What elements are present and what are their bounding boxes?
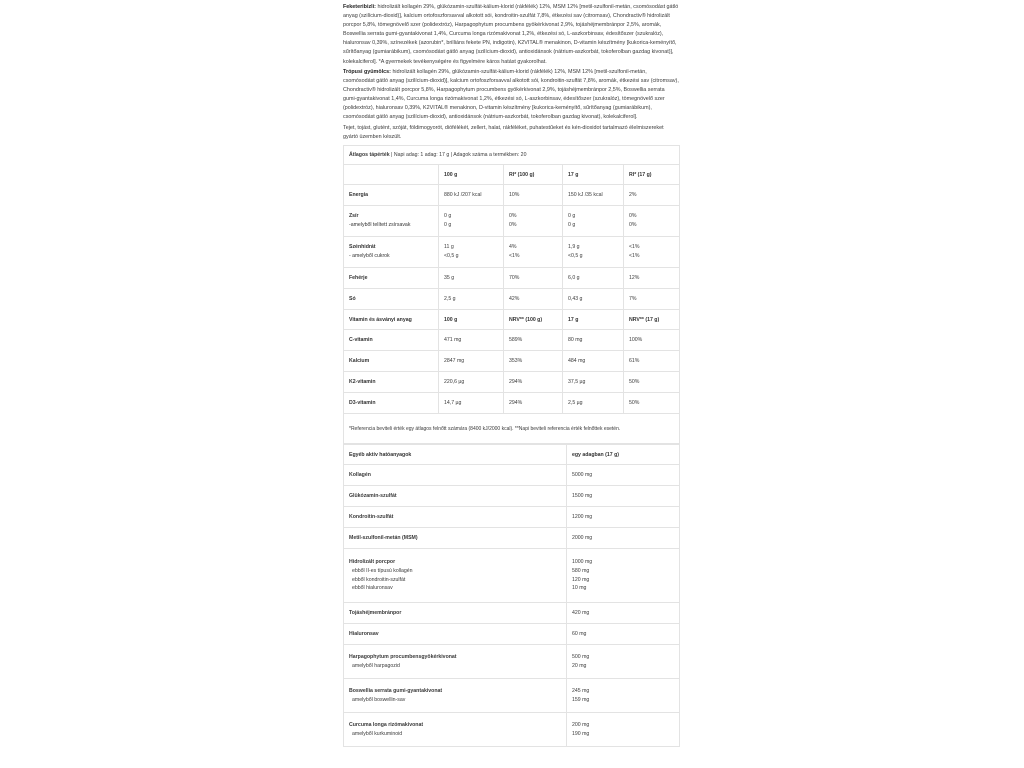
active-name: [344, 624, 567, 645]
nutrient-value: [504, 237, 563, 268]
active-sub-label: ebből II-es típusú kollagén: [352, 567, 413, 574]
active-row: [344, 645, 680, 679]
nutrient-name: [344, 351, 439, 372]
nutrient-value-line: 14,7 µg: [444, 399, 462, 406]
active-name-label: Boswellia serrata gumi-gyantakivonat: [349, 687, 443, 694]
header-cell: 17 g: [563, 310, 624, 330]
active-sub-label: amelyből kurkuminoid: [352, 730, 403, 737]
active-value-line: 1000 mg: [572, 558, 593, 565]
nutrition-table: [343, 145, 680, 444]
active-name-label: Glükózamin-szulfát: [349, 492, 397, 499]
nutrition-row: [344, 206, 680, 237]
active-value-line: 10 mg: [572, 585, 587, 592]
nutrient-value: [439, 237, 504, 268]
nutrient-value-line: 0 g: [444, 222, 452, 228]
ingredients-text: hidrolizált kollagén 29%, glükózamin-szulfát-kálium-klorid (rákfélék) 12%, MSM 12% [metil-szulfonil-metán, csomósodást gátló anyag (szilícium-dioxid)], kalcium ortofoszforsavval alkotott sói, kondroitin-szulfát 7,8%, étkezési sav (citromsav), Chondractiv® hidrolizált porcpor 5,8%, tömegnövelő szer (polidextróz), Harpagophytum procumbens gyökérkivonat 2,9%, tojáshéjmembránpor 2,5%, aromák, Boswellia serrata gumi-gyantakivonat 1,4%, Curcuma longa rizómakivonat 1,2%, étkezési só, L-aszkorbinsav, édesítőszer (szukralóz), hialuronsav 0,39%, színezékek (azorubin*, brilliáns fekete PN, indigotin), K2VITAL® menakinon, D-vitamin készítmény [kukorica-keményítő, sűrítőanyag (gumiarábikum), csomósodást gátló anyag (szilícium-dioxid), antioxidánsok (nátrium-aszkorbát, tokoferolban gazdag kivonat)], kolekalciferol]. *A gyermekek tevékenységére és figyelmére káros hatást gyakorolhat.: [343, 4, 679, 65]
nutrient-value-line: 0 g: [444, 213, 452, 220]
active-name: [344, 528, 567, 549]
active-value: [567, 603, 680, 624]
nutrient-value-line: 2847 mg: [444, 357, 465, 364]
nutrient-name: [344, 393, 439, 414]
active-name: [344, 645, 567, 679]
nutrient-value-line: 471 mg: [444, 336, 462, 343]
nutrient-value: [624, 268, 680, 289]
nutrient-value: [439, 393, 504, 414]
nutrient-value: [439, 206, 504, 237]
nutrient-value: [563, 351, 624, 372]
header-cell: RI* (100 g): [504, 165, 563, 185]
nutrient-value: [504, 372, 563, 393]
nutrient-value: [439, 185, 504, 206]
nutrient-name-line: K2-vitamin: [349, 378, 376, 385]
nutrition-row: [344, 372, 680, 393]
active-row: [344, 528, 680, 549]
header-cell: [344, 165, 439, 185]
nutrient-value-line: 220,6 µg: [444, 378, 465, 385]
nutrition-row: [344, 237, 680, 268]
nutrient-name-line: Energia: [349, 191, 369, 198]
active-name-label: Harpagophytum procumbensgyökérkivonat: [349, 653, 457, 660]
nutrient-value-line: <0,5 g: [444, 253, 459, 259]
nutrition-row: [344, 351, 680, 372]
ingredients-tropical: [343, 68, 679, 123]
active-value: [567, 465, 680, 486]
nutrition-row: [344, 330, 680, 351]
active-sub-label: amelyből harpagozid: [352, 662, 400, 669]
nutrient-value-line: 2%: [629, 191, 637, 198]
nutrient-value-line: 589%: [509, 336, 523, 343]
nutrient-name: [344, 372, 439, 393]
nutrient-value-line: 294%: [509, 399, 523, 406]
nutrient-value: [624, 206, 680, 237]
active-value-line: 420 mg: [572, 609, 590, 616]
active-value: [567, 645, 680, 679]
active-row: [344, 624, 680, 645]
nutrient-value: [624, 351, 680, 372]
nutrient-value: [563, 268, 624, 289]
nutrient-value-line: <1%: [629, 253, 640, 259]
nutrient-value: [624, 185, 680, 206]
nutrient-value-line: 6,0 g: [568, 274, 580, 281]
nutrient-value-line: 2,5 µg: [568, 399, 583, 406]
active-value-line: 190 mg: [572, 730, 590, 737]
nutrient-name: [344, 237, 439, 268]
nutrient-value: [504, 351, 563, 372]
nutrient-value-line: 0 g: [568, 222, 576, 228]
nutrition-title-row: [344, 146, 680, 165]
nutrient-value-line: 0%: [629, 213, 637, 220]
active-value-line: 60 mg: [572, 630, 587, 637]
nutrient-value-line: 0%: [509, 213, 517, 220]
nutrient-value: [504, 330, 563, 351]
ingredients-label: Feketeribizli:: [343, 4, 376, 10]
active-value-line: 2000 mg: [572, 534, 593, 541]
active-value-line: 1200 mg: [572, 513, 593, 520]
header-cell: 100 g: [439, 165, 504, 185]
nutrient-value: [439, 372, 504, 393]
active-value: [567, 528, 680, 549]
nutrient-name-line: Fehérje: [349, 274, 368, 281]
active-header-row: [344, 445, 680, 465]
header-cell: Vitamin és ásványi anyag: [344, 310, 439, 330]
nutrient-value-line: 7%: [629, 295, 637, 302]
nutrient-value-line: 0 g: [568, 213, 576, 220]
active-value-line: 200 mg: [572, 721, 590, 728]
nutrient-value-line: 11 g: [444, 244, 454, 251]
nutrient-name: [344, 185, 439, 206]
nutrition-row: [344, 185, 680, 206]
nutrient-value: [624, 372, 680, 393]
footnote: *Referencia beviteli érték egy átlagos felnőtt számára (8400 kJ/2000 kcal). **Napi beviteli referencia érték felnőttek esetén.: [344, 414, 680, 444]
nutrient-value-line: 1,9 g: [568, 244, 580, 251]
nutrient-name-line: Zsír: [349, 213, 359, 220]
active-name: [344, 679, 567, 713]
nutrient-name: [344, 268, 439, 289]
active-value-line: 245 mg: [572, 687, 590, 694]
active-value-line: 1500 mg: [572, 492, 593, 499]
nutrient-name-line: D3-vitamin: [349, 399, 376, 406]
nutrient-value: [504, 268, 563, 289]
active-value-line: 5000 mg: [572, 471, 593, 478]
active-value: [567, 549, 680, 603]
active-name-label: Kondroitin-szulfát: [349, 513, 394, 520]
vitamin-header-row: [344, 310, 680, 330]
active-value-line: 120 mg: [572, 576, 590, 583]
active-name: [344, 549, 567, 603]
active-name: [344, 603, 567, 624]
header-cell: egy adagban (17 g): [567, 445, 680, 465]
active-row: [344, 486, 680, 507]
header-cell: NRV** (100 g): [504, 310, 563, 330]
nutrient-value-line: 42%: [509, 295, 520, 302]
nutrient-value: [624, 237, 680, 268]
nutrient-value: [563, 289, 624, 310]
nutrition-row: [344, 268, 680, 289]
ingredients-label: Trópusi gyümölcs:: [343, 68, 391, 75]
nutrient-value-line: 100%: [629, 336, 643, 343]
nutrient-value: [563, 185, 624, 206]
nutrient-value-line: 37,5 µg: [568, 378, 586, 385]
nutrient-value-line: 294%: [509, 378, 523, 385]
nutrient-value-line: <1%: [509, 253, 520, 259]
nutrient-value: [563, 237, 624, 268]
nutrition-row: [344, 393, 680, 414]
active-name: [344, 713, 567, 747]
nutrient-value: [563, 393, 624, 414]
active-ingredients-table: [343, 444, 680, 747]
active-sub-label: ebből kondroitin-szulfát: [352, 576, 406, 583]
nutrient-name-line: Kalcium: [349, 357, 370, 364]
nutrient-name: [344, 330, 439, 351]
active-name-label: Curcuma longa rizómakivonat: [349, 721, 424, 728]
nutrient-value-line: 61%: [629, 357, 640, 364]
nutrient-value-line: 0,43 g: [568, 295, 583, 302]
active-value: [567, 486, 680, 507]
nutrition-header-row: [344, 165, 680, 185]
active-name: [344, 465, 567, 486]
nutrient-name-line: Só: [349, 295, 356, 302]
nutrient-name: [344, 206, 439, 237]
nutrient-value-line: 12%: [629, 274, 640, 281]
active-row: [344, 507, 680, 528]
nutrient-name-line: - amelyből cukrok: [349, 253, 390, 259]
nutrient-value: [439, 268, 504, 289]
nutrition-title: Átlagos tápérték | Napi adag: 1 adag: 17 g | Adagok száma a termékben: 20: [344, 146, 680, 165]
active-value: [567, 713, 680, 747]
nutrient-value-line: 0%: [509, 222, 517, 228]
nutrient-value: [504, 289, 563, 310]
active-name-label: Metil-szulfonil-metán (MSM): [349, 534, 418, 541]
active-name-label: Hialuronsav: [349, 630, 379, 637]
active-value-line: 159 mg: [572, 696, 590, 703]
nutrient-value-line: 80 mg: [568, 336, 583, 343]
nutrient-value: [563, 330, 624, 351]
active-row: [344, 549, 680, 603]
nutrient-value-line: 50%: [629, 399, 640, 406]
active-name-label: Hidrolizált porcpor: [349, 558, 396, 565]
active-name-label: Kollagén: [349, 471, 371, 478]
active-row: [344, 679, 680, 713]
nutrient-value: [563, 206, 624, 237]
active-name: [344, 486, 567, 507]
nutrient-value-line: 484 mg: [568, 357, 586, 364]
active-value: [567, 624, 680, 645]
nutrient-value: [624, 330, 680, 351]
active-row: [344, 713, 680, 747]
active-value-line: 20 mg: [572, 662, 587, 669]
header-cell: NRV** (17 g): [624, 310, 680, 330]
nutrient-value-line: 0%: [629, 222, 637, 228]
nutrient-value-line: 70%: [509, 274, 520, 281]
nutrient-value-line: 150 kJ /35 kcal: [568, 191, 603, 198]
active-value: [567, 679, 680, 713]
nutrient-name-line: Szénhidrát: [349, 244, 376, 251]
nutrient-value: [504, 185, 563, 206]
nutrient-value: [439, 330, 504, 351]
nutrient-value-line: <1%: [629, 244, 640, 251]
nutrient-value-line: 4%: [509, 244, 517, 251]
active-row: [344, 603, 680, 624]
active-row: [344, 465, 680, 486]
nutrient-value: [624, 289, 680, 310]
active-name: [344, 507, 567, 528]
nutrient-value: [624, 393, 680, 414]
nutrient-value: [563, 372, 624, 393]
nutrient-value-line: 353%: [509, 357, 523, 364]
footnote-row: [344, 414, 680, 444]
nutrient-value: [504, 393, 563, 414]
nutrient-value-line: 50%: [629, 378, 640, 385]
allergen-note: Tejet, tojást, glutént, szóját, földimogyorót, diófélékét, zellert, halat, rákféléket, puhatestűeket és kén-dioxidot tartalmazó élelmiszereket gyártó üzemben készült.: [343, 124, 664, 140]
active-name-label: Tojáshéjmembránpor: [349, 609, 402, 616]
active-value-line: 500 mg: [572, 653, 590, 660]
nutrient-name: [344, 289, 439, 310]
header-cell: 17 g: [563, 165, 624, 185]
active-value-line: 580 mg: [572, 567, 590, 574]
product-info: [343, 3, 679, 747]
active-sub-label: amelyből boswellin-sav: [352, 696, 406, 703]
nutrient-value-line: 10%: [509, 191, 520, 198]
nutrient-value-line: 2,5 g: [444, 295, 456, 302]
nutrient-value-line: 880 kJ /207 kcal: [444, 191, 482, 198]
nutrient-value: [504, 206, 563, 237]
active-value: [567, 507, 680, 528]
ingredients-text: hidrolizált kollagén 29%, glükózamin-szulfát-kálium-klorid (rákfélék) 12%, MSM 12% [metil-szulfonil-metán, csomósodást gátló anyag (szilícium-dioxid)], kalcium ortofoszforsavval alkotott sói, kondroitin-szulfát 7,8%, aromák, étkezési sav (citromsav), Chondractiv® hidrolizált porcpor 5,8%, Harpagophytum procumbens gyökérkivonat 2,9%, tojáshéjmembránpor 2,5%, Boswellia serrata gumi-gyantakivonat 1,4%, Curcuma longa rizómakivonat 1,2%, étkezési só, L-aszkorbinsav, édesítőszer (szukralóz), tömegnövelő szer (polidextróz), hialuronsav 0,39%, K2VITAL® menakinon, D-vitamin készítmény [kukorica-keményítő, sűrítőanyag (gumiarábikum), csomósodást gátló anyag (szilícium-dioxid), antioxidánsok (nátrium-aszkorbát, tokoferolban gazdag kivonat), kolekalciferol].: [343, 68, 679, 121]
nutrient-value-line: <0,5 g: [568, 253, 583, 259]
nutrition-row: [344, 289, 680, 310]
header-cell: RI* (17 g): [624, 165, 680, 185]
nutrient-value: [439, 351, 504, 372]
active-sub-label: ebből hialuronsav: [352, 585, 393, 592]
ingredients-blackcurrant: [343, 3, 679, 67]
nutrient-value: [439, 289, 504, 310]
header-cell: Egyéb aktív hatóanyagok: [344, 445, 567, 465]
nutrient-name-line: C-vitamin: [349, 336, 373, 343]
nutrient-value-line: 35 g: [444, 274, 455, 281]
nutrient-name-line: -amelyből telített zsírsavak: [349, 222, 411, 228]
header-cell: 100 g: [439, 310, 504, 330]
